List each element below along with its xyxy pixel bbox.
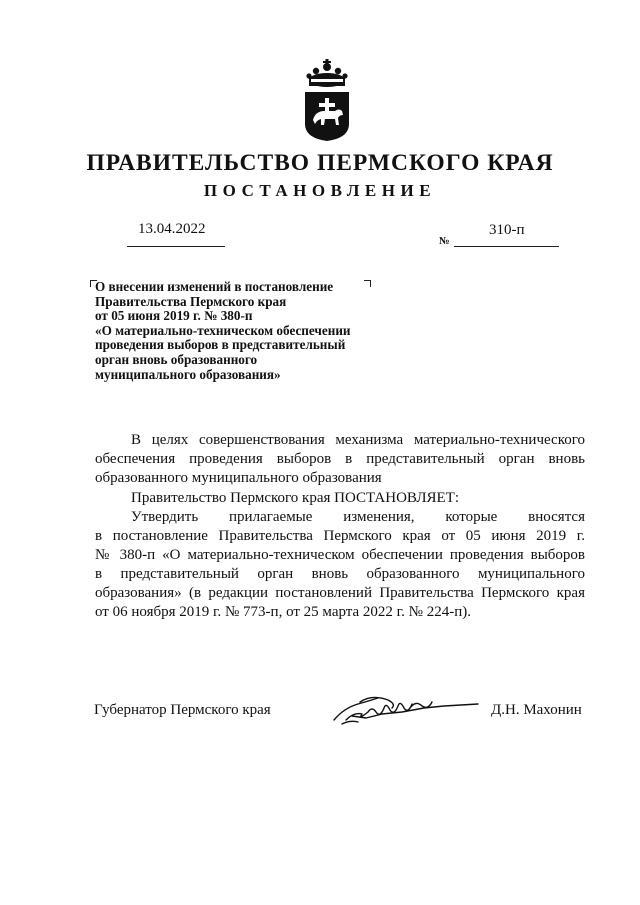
paragraph-decision: [95, 508, 585, 622]
paragraph-line: образования» (в редакции постановлений Правительства Пермского края: [95, 585, 585, 601]
document-subject: [95, 280, 415, 382]
paragraph-line: в представительный орган вновь образованного муниципального: [95, 566, 585, 582]
paragraph-purpose: [95, 431, 585, 488]
coat-of-arms-icon: [301, 58, 353, 142]
signatory-name: Д.Н. Махонин: [491, 702, 582, 718]
paragraph-line: Утвердить прилагаемые изменения, которые вносятся: [131, 509, 585, 525]
number-sign: №: [439, 236, 450, 247]
paragraph-line: Правительство Пермского края ПОСТАНОВЛЯЕТ:: [131, 490, 460, 506]
handwritten-signature-icon: [332, 690, 480, 728]
subject-line: Правительства Пермского края: [95, 293, 287, 309]
date-underline: [127, 246, 225, 247]
subject-line: О внесении изменений в постановление: [95, 279, 334, 294]
document-date: 13.04.2022: [138, 221, 206, 237]
subject-line: «О материально-техническом обеспечении: [95, 322, 351, 338]
subject-line: от 05 июня 2019 г. № 380-п: [95, 308, 253, 324]
paragraph-line: образованного муниципального образования: [95, 470, 382, 486]
subject-line: проведения выборов в представительный: [95, 337, 346, 353]
paragraph-line: в постановление Правительства Пермского края от 05 июня 2019 г.: [95, 528, 585, 544]
document-type: ПОСТАНОВЛЕНИЕ: [203, 181, 437, 200]
subject-line: муниципального образования»: [95, 366, 281, 382]
paragraph-line: В целях совершенствования механизма материально-технического: [131, 432, 585, 448]
signatory-title: Губернатор Пермского края: [94, 702, 271, 718]
number-underline: [454, 246, 559, 247]
paragraph-line: № 380-п «О материально-техническом обеспечении проведения выборов: [95, 547, 585, 563]
paragraph-line: обеспечения проведения выборов в представительный орган вновь: [95, 451, 585, 467]
document-number: 310-п: [489, 222, 525, 238]
subject-line: орган вновь образованного: [95, 351, 258, 367]
paragraph-resolves: [95, 489, 585, 508]
government-title: ПРАВИТЕЛЬСТВО ПЕРМСКОГО КРАЯ: [86, 150, 554, 176]
paragraph-line: от 06 ноября 2019 г. № 773-п, от 25 марта 2022 г. № 224-п).: [95, 604, 471, 620]
